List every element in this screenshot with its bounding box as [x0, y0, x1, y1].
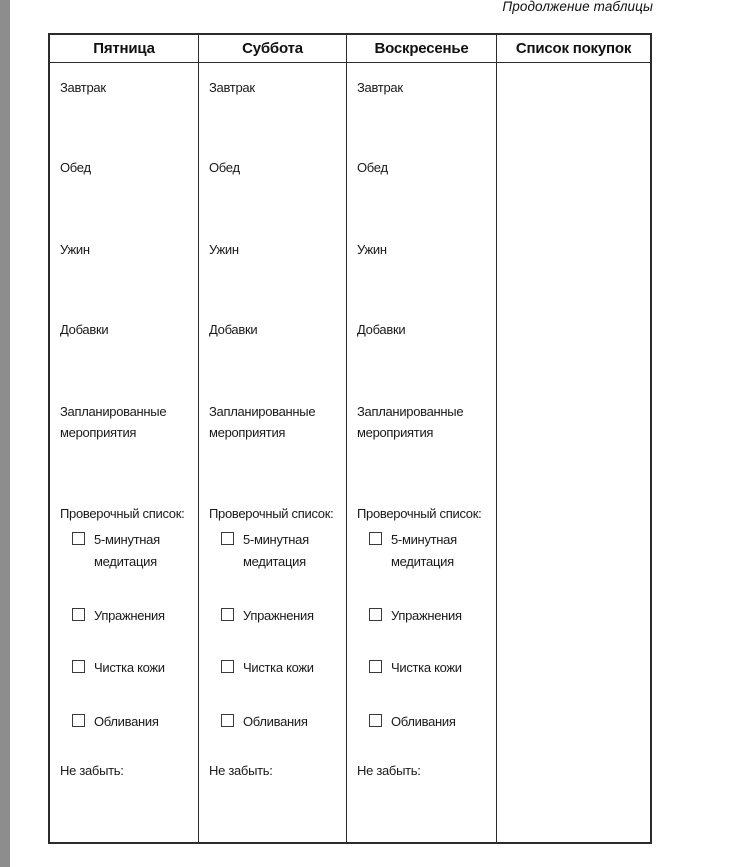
checklist-item-label: Упражнения — [243, 608, 314, 623]
checklist-item-skin-cleansing — [72, 657, 194, 679]
checklist-item-skin-cleansing — [369, 657, 492, 679]
checklist-item-label: Чистка кожи — [243, 660, 314, 675]
checkbox-icon — [369, 714, 382, 727]
checkbox-icon — [72, 714, 85, 727]
checklist-title: Проверочный список: — [357, 506, 482, 521]
supplements-label: Добавки — [357, 322, 406, 337]
checklist-title: Проверочный список: — [60, 506, 185, 521]
checklist-item-label: Чистка кожи — [94, 660, 165, 675]
checklist-item-exercise — [221, 605, 342, 627]
planned-activities-label: Запланированные мероприятия — [209, 404, 316, 440]
day-column-friday — [50, 63, 199, 842]
supplements-label: Добавки — [209, 322, 258, 337]
dont-forget-label: Не забыть: — [357, 763, 421, 778]
lunch-label: Обед — [60, 160, 91, 175]
checklist-item-dousing — [221, 711, 342, 733]
checklist-item-label: 5-минутная медитация — [243, 532, 309, 569]
checkbox-icon — [369, 660, 382, 673]
dinner-label: Ужин — [357, 242, 387, 257]
checklist-item-exercise — [72, 605, 194, 627]
checklist-item-meditation — [221, 529, 342, 573]
checklist-item-label: Упражнения — [391, 608, 462, 623]
checkbox-icon — [72, 532, 85, 545]
checklist-item-dousing — [72, 711, 194, 733]
checkbox-icon — [221, 714, 234, 727]
header-shopping-list: Список покупок — [497, 35, 650, 63]
day-column-saturday — [199, 63, 347, 842]
checklist-item-label: 5-минутная медитация — [391, 532, 457, 569]
lunch-label: Обед — [357, 160, 388, 175]
checkbox-icon — [221, 608, 234, 621]
dinner-label: Ужин — [60, 242, 90, 257]
checklist-item-meditation — [72, 529, 194, 573]
checkbox-icon — [72, 660, 85, 673]
dinner-label: Ужин — [209, 242, 239, 257]
header-saturday: Суббота — [199, 35, 347, 63]
checklist-item-label: Обливания — [243, 714, 308, 729]
supplements-label: Добавки — [60, 322, 109, 337]
checkbox-icon — [221, 660, 234, 673]
dont-forget-label: Не забыть: — [60, 763, 124, 778]
checkbox-icon — [369, 532, 382, 545]
checklist-item-exercise — [369, 605, 492, 627]
lunch-label: Обед — [209, 160, 240, 175]
checklist-item-meditation — [369, 529, 492, 573]
header-friday: Пятница — [50, 35, 199, 63]
checkbox-icon — [72, 608, 85, 621]
breakfast-label: Завтрак — [60, 80, 106, 95]
checklist-item-label: Обливания — [94, 714, 159, 729]
breakfast-label: Завтрак — [357, 80, 403, 95]
checklist-item-skin-cleansing — [221, 657, 342, 679]
checklist-item-dousing — [369, 711, 492, 733]
checkbox-icon — [221, 532, 234, 545]
checkbox-icon — [369, 608, 382, 621]
breakfast-label: Завтрак — [209, 80, 255, 95]
day-column-sunday — [347, 63, 497, 842]
header-sunday: Воскресенье — [347, 35, 497, 63]
checklist-item-label: Чистка кожи — [391, 660, 462, 675]
shopping-list-column — [497, 63, 650, 842]
dont-forget-label: Не забыть: — [209, 763, 273, 778]
planned-activities-label: Запланированные мероприятия — [357, 404, 464, 440]
checklist-item-label: Упражнения — [94, 608, 165, 623]
page-right-edge-strip — [0, 0, 10, 867]
checklist-item-label: 5-минутная медитация — [94, 532, 160, 569]
checklist-title: Проверочный список: — [209, 506, 334, 521]
checklist-item-label: Обливания — [391, 714, 456, 729]
planned-activities-label: Запланированные мероприятия — [60, 404, 167, 440]
table-continuation-note: Продолжение таблицы — [502, 0, 653, 14]
weekly-planner-table — [48, 33, 652, 844]
